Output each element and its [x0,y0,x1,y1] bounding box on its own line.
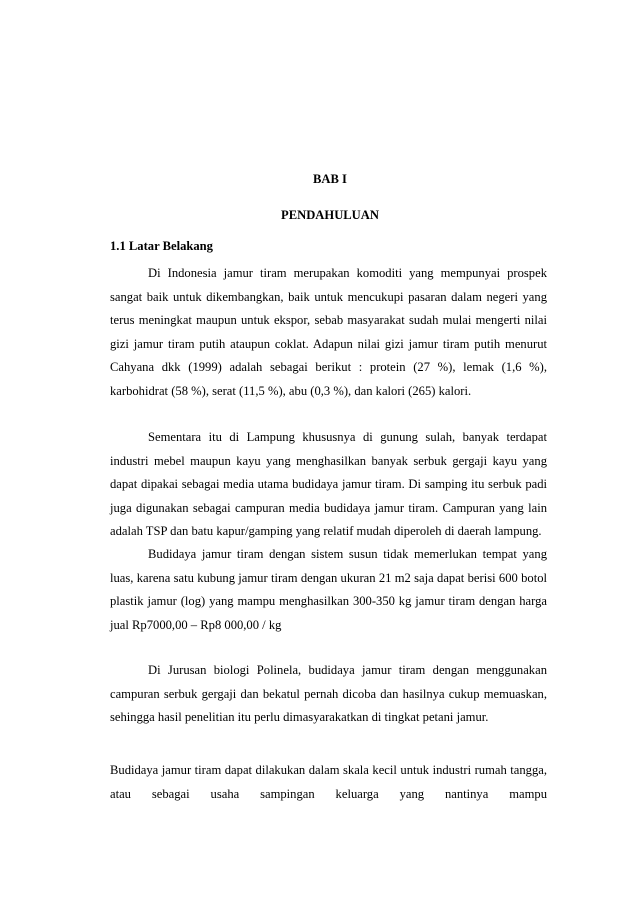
paragraph-2: Sementara itu di Lampung khususnya di gunung sulah, banyak terdapat industri mebel maupun kayu yang menghasilkan banyak serbuk gergaji kayu yang dapat dipakai sebagai media utama budidaya jamur tiram. Di samping itu serbuk padi juga digunakan sebagai campuran media budidaya jamur tiram. Campuran yang lain adalah TSP dan batu kapur/gamping yang relatif mudah diperoleh di daerah lampung. [110,430,547,538]
paragraph-4: Di Jurusan biologi Polinela, budidaya jamur tiram dengan menggunakan campuran serbuk gergaji dan bekatul pernah dicoba dan hasilnya cukup memuaskan, sehingga hasil penelitian itu perlu dimasyarakatkan di tingkat petani jamur. [110,663,547,724]
paragraph-3: Budidaya jamur tiram dengan sistem susun tidak memerlukan tempat yang luas, karena satu kubung jamur tiram dengan ukuran 21 m2 saja dapat berisi 600 botol plastik jamur (log) yang mampu menghasilkan 300-350 kg jamur tiram dengan harga jual Rp7000,00 – Rp8 000,00 / kg [110,547,547,632]
paragraph-1: Di Indonesia jamur tiram merupakan komoditi yang mempunyai prospek sangat baik untuk dikembangkan, baik untuk mencukupi pasaran dalam negeri yang terus meningkat maupun untuk ekspor, sebab masyarakat sudah mulai mengerti nilai gizi jamur tiram putih ataupun coklat. Adapun nilai gizi jamur tiram putih menurut Cahyana dkk (1999) adalah sebagai berikut : protein (27 %), lemak (1,6 %), karbohidrat (58 %), serat (11,5 %), abu (0,3 %), dan kalori (265) kalori. [110,266,547,398]
chapter-title: PENDAHULUAN [281,208,379,222]
paragraph-5: Budidaya jamur tiram dapat dilakukan dalam skala kecil untuk industri rumah tangga, atau sebagai usaha sampingan keluarga yang nantinya mampu [110,763,547,801]
section-heading: 1.1 Latar Belakang [110,239,213,253]
chapter-number: BAB I [313,172,347,186]
